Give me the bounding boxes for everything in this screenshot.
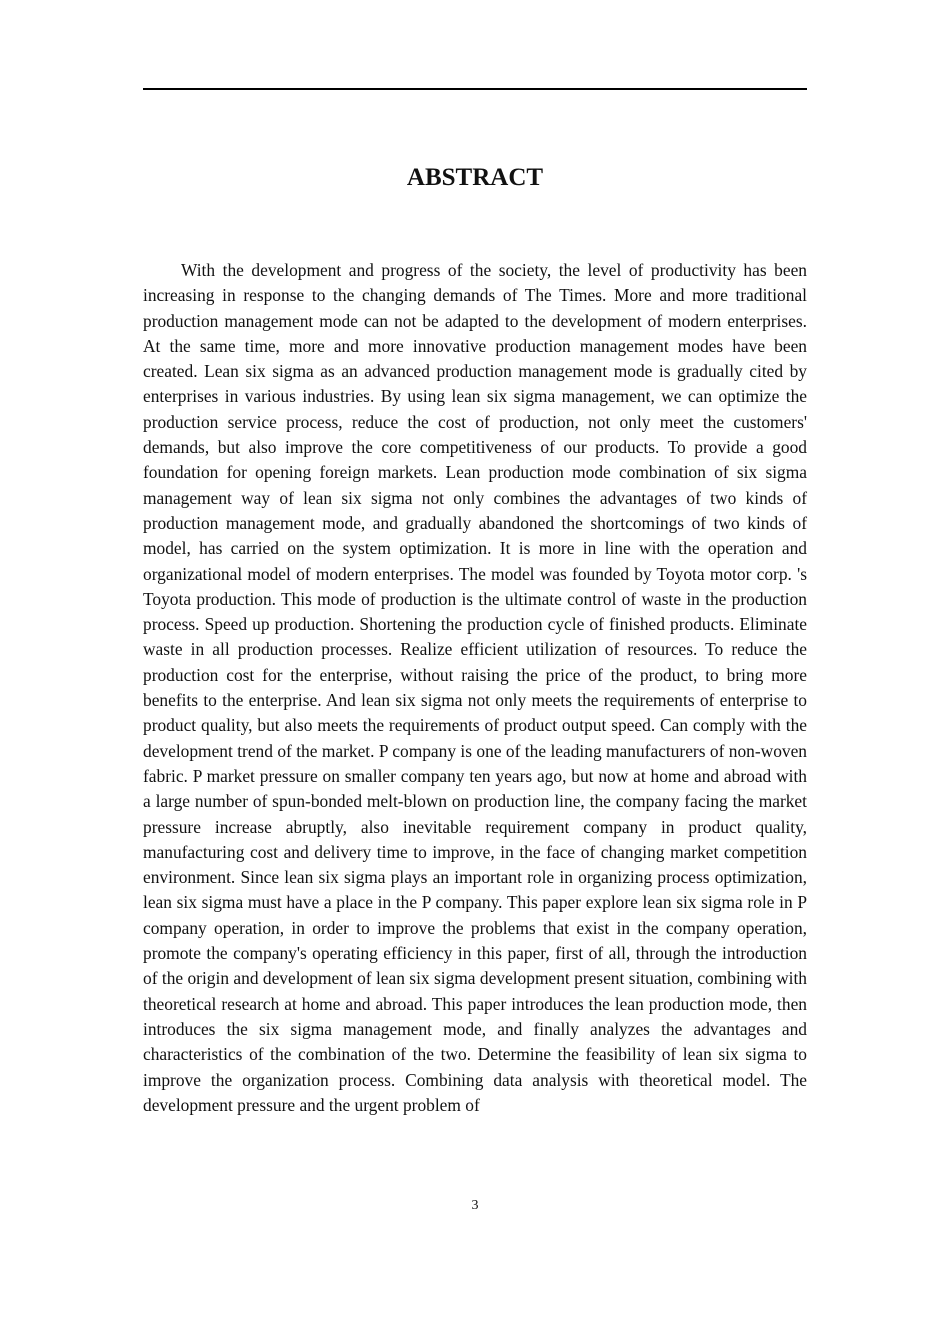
page-number: 3 xyxy=(471,1198,479,1213)
abstract-title: ABSTRACT xyxy=(406,164,544,191)
abstract-body-text: With the development and progress of the society, the level of productivity has been increasing in response to the changing demands of The Times. More and more traditional production management mode can not be adapted to the development of modern enterprises. At the same time, more and more innovative production management modes have been created. Lean six sigma as an advanced production management mode is gradually cited by enterprises in various industries. By using lean six sigma management, we can optimize the production service process, reduce the cost of production, not only meet the customers' demands, but also improve the core competitiveness of our products. To provide a good foundation for opening foreign markets. Lean production mode combination of six sigma management way of lean six sigma not only combines the advantages of two kinds of production management mode, and gradually abandoned the shortcomings of two kinds of model, has carried on the system optimization. It is more in line with the operation and organizational model of modern enterprises. The model was founded by Toyota motor corp. 's Toyota production. This mode of production is the ultimate control of waste in the production process. Speed up production. Shortening the production cycle of finished products. Eliminate waste in all production processes. Realize efficient utilization of resources. To reduce the production cost for the enterprise, without raising the price of the product, to bring more benefits to the enterprise. And lean six sigma not only meets the requirements of enterprise to product quality, but also meets the requirements of product output speed. Can comply with the development trend of the market. P company is one of the leading manufacturers of non-woven fabric. P market pressure on smaller company ten years ago, but now at home and abroad with a large number of spun-bonded melt-blown on production line, the company facing the market pressure increase abruptly, also inevitable requirement company in product quality, manufacturing cost and delivery time to improve, in the face of changing market competition environment. Since lean six sigma plays an important role in organizing process optimization, lean six sigma must have a place in the P company. This paper explore lean six sigma role in P company operation, in order to improve the problems that exist in the company operation, promote the company's operating efficiency in this paper, first of all, through the introduction of the origin and development of lean six sigma development present situation, combining with theoretical research at home and abroad. This paper introduces the lean production mode, then introduces the six sigma management mode, and finally analyzes the advantages and characteristics of the combination of the two. Determine the feasibility of lean six sigma to improve the organization process. Combining data analysis with theoretical model. The development pressure and the urgent problem of xyxy=(143,260,807,1115)
header-rule xyxy=(143,88,807,90)
